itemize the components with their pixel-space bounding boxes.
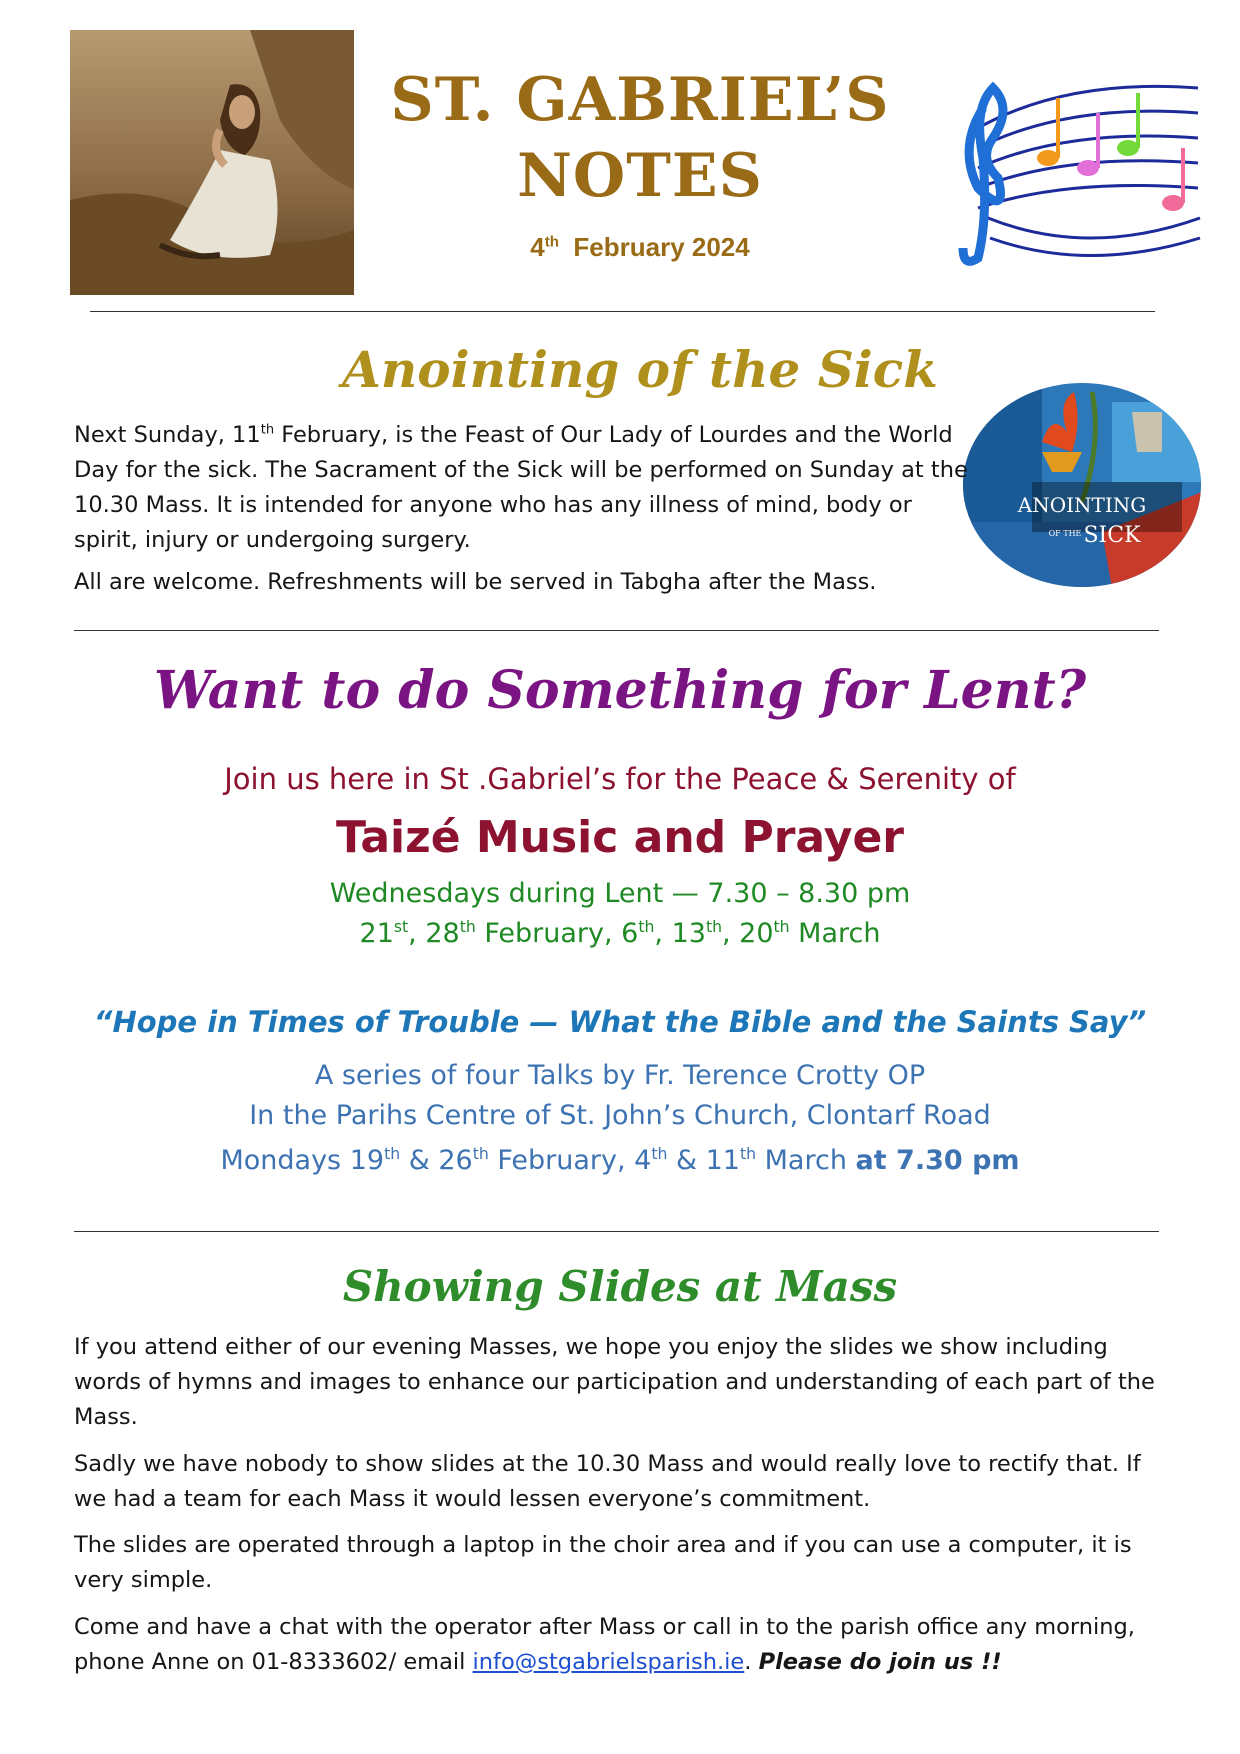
anointing-welcome-text: All are welcome. Refreshments will be served in Tabgha after the Mass. — [74, 569, 877, 595]
title-line-2: NOTES — [517, 141, 763, 211]
taize-dates: 21st, 28th February, 6th, 13th, 20th March — [359, 917, 881, 949]
date-month-year: February 2024 — [573, 232, 750, 262]
slides-paragraph-4: Come and have a chat with the operator after Mass or call in to the parish office any morning, phone Anne on 01-8333602/ email info@stgabrielsparish.ie. Please do join us !! — [74, 1614, 1135, 1675]
talks-time: at 7.30 pm — [855, 1145, 1020, 1176]
divider-top — [90, 311, 1155, 312]
anointing-badge-image — [962, 382, 1202, 588]
badge-text-anointing: ANOINTING — [1017, 493, 1147, 517]
talks-dates: Mondays 19th & 26th February, 4th & 11th March at 7.30 pm — [220, 1144, 1020, 1176]
taize-title: Taizé Music and Prayer — [335, 812, 904, 863]
date-suffix: th — [544, 233, 559, 251]
jesus-praying-image — [70, 30, 354, 295]
divider-1 — [74, 630, 1159, 631]
talks-title: “Hope in Times of Trouble — What the Bible and the Saints Say” — [93, 1005, 1147, 1039]
slides-paragraph-1: If you attend either of our evening Masses, we hope you enjoy the slides we show including words of hymns and images to enhance our participation and understanding of each part of the Mass. — [74, 1334, 1155, 1430]
newsletter-title — [380, 62, 900, 214]
join-us-text: Please do join us !! — [758, 1649, 1002, 1675]
taize-invitation: Join us here in St .Gabriel’s for the Peace & Serenity of — [224, 762, 1016, 796]
anointing-paragraph: Next Sunday, 11th February, is the Feast of Our Lady of Lourdes and the World Day for the sick. The Sacrament of the Sick will be performed on Sunday at the 10.30 Mass. It is intended for anyone who has any illness of mind, body or spirit, injury or undergoing surgery. — [74, 422, 968, 553]
music-notes-image — [938, 68, 1204, 280]
taize-schedule: Wednesdays during Lent — 7.30 – 8.30 pm — [329, 878, 911, 909]
slides-paragraph-3: The slides are operated through a laptop in the choir area and if you can use a computer, it is very simple. — [74, 1532, 1132, 1593]
badge-text-of-the: OF THE — [1048, 529, 1082, 538]
slides-heading: Showing Slides at Mass — [342, 1262, 898, 1311]
date-day: 4 — [530, 232, 545, 262]
slides-paragraph-2: Sadly we have nobody to show slides at the 10.30 Mass and would really love to rectify that. If we had a team for each Mass it would lessen everyone’s commitment. — [74, 1451, 1141, 1512]
divider-2 — [74, 1231, 1159, 1232]
badge-text-sick: SICK — [1083, 523, 1141, 548]
talks-speaker: A series of four Talks by Fr. Terence Crotty OP — [314, 1060, 926, 1091]
anointing-heading: Anointing of the Sick — [342, 340, 938, 399]
talks-venue: In the Parihs Centre of St. John’s Church, Clontarf Road — [249, 1100, 991, 1131]
newsletter-date — [380, 232, 900, 263]
email-link[interactable]: info@stgabrielsparish.ie — [472, 1649, 745, 1675]
lent-heading: Want to do Something for Lent? — [153, 660, 1087, 721]
title-line-1: ST. GABRIEL’S — [390, 65, 890, 135]
